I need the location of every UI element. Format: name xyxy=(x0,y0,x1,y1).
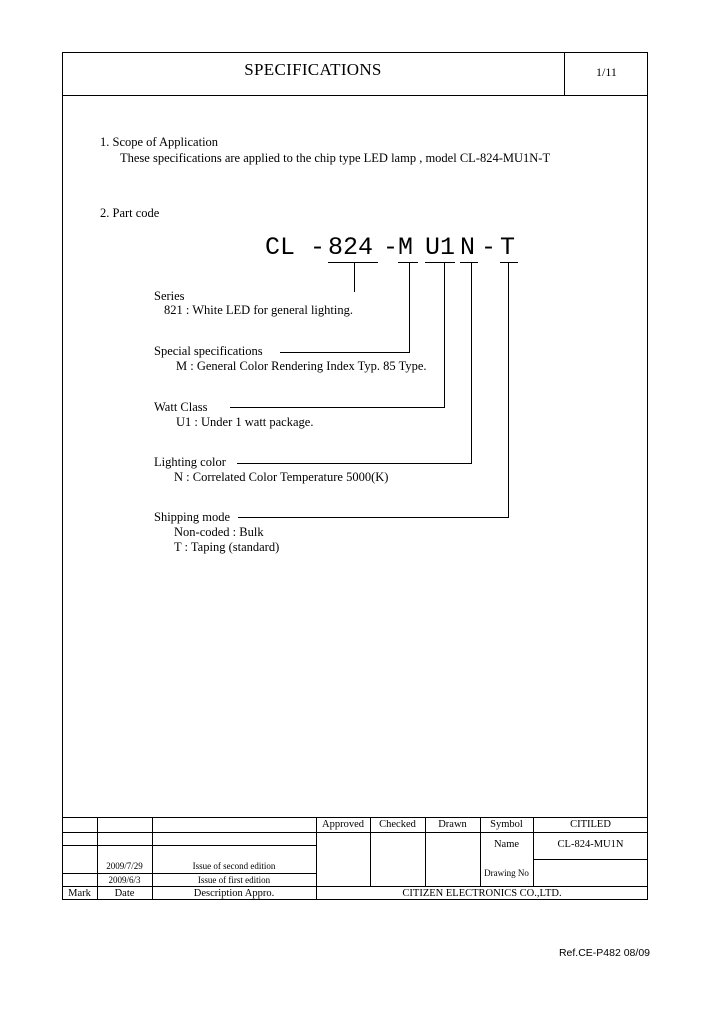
watt-leader-vertical xyxy=(444,262,445,408)
lighting-label: Lighting color xyxy=(154,455,226,469)
watt-desc: U1 : Under 1 watt package. xyxy=(176,415,314,429)
part-code-watt: U1 xyxy=(425,233,456,262)
scope-heading: 1. Scope of Application xyxy=(100,135,219,149)
part-code-shipping: T xyxy=(500,233,516,262)
lighting-underline xyxy=(460,262,478,263)
series-leader xyxy=(354,262,355,292)
watt-underline xyxy=(425,262,455,263)
rev2-desc: Issue of second edition xyxy=(192,861,276,871)
drawn-header: Drawn xyxy=(438,819,467,830)
reference-code: Ref.CE-P482 08/09 xyxy=(558,947,650,959)
lighting-desc: N : Correlated Color Temperature 5000(K) xyxy=(174,470,389,484)
description-header: Description Appro. xyxy=(193,888,275,899)
symbol-header: Symbol xyxy=(490,819,523,830)
shipping-underline xyxy=(500,262,518,263)
series-desc: 821 : White LED for general lighting. xyxy=(164,303,353,317)
series-label: Series xyxy=(154,289,185,303)
lighting-leader-horizontal xyxy=(237,463,472,464)
special-leader-horizontal xyxy=(280,352,410,353)
shipping-desc-bulk: Non-coded : Bulk xyxy=(174,525,264,539)
mark-header: Mark xyxy=(68,888,91,899)
company-name: CITIZEN ELECTRONICS CO.,LTD. xyxy=(402,888,562,899)
lighting-leader-vertical xyxy=(471,262,472,464)
watt-leader-horizontal xyxy=(230,407,445,408)
part-code-series: 824 xyxy=(328,233,374,262)
rev2-date: 2009/7/29 xyxy=(106,861,143,871)
page-number: 1/11 xyxy=(596,65,617,79)
part-code-special: M xyxy=(398,233,414,262)
part-code-dash-3: - xyxy=(481,233,497,262)
special-desc: M : General Color Rendering Index Typ. 85 Type. xyxy=(176,359,427,373)
header-divider xyxy=(62,95,648,96)
watt-label: Watt Class xyxy=(154,400,208,414)
name-label: Name xyxy=(493,839,520,850)
shipping-leader-horizontal xyxy=(238,517,509,518)
part-code-heading: 2. Part code xyxy=(100,206,160,220)
date-header: Date xyxy=(114,888,135,899)
shipping-label: Shipping mode xyxy=(154,510,231,524)
part-code-dash-2: - xyxy=(383,233,399,262)
symbol-value: CITILED xyxy=(570,819,611,830)
rev1-date: 2009/6/3 xyxy=(108,875,141,885)
drawing-no-label: Drawing No xyxy=(484,868,529,878)
checked-header: Checked xyxy=(379,819,416,830)
special-label: Special specifications xyxy=(154,344,263,358)
series-underline xyxy=(328,262,378,263)
approved-header: Approved xyxy=(322,819,364,830)
special-underline xyxy=(398,262,418,263)
part-code-cl: CL xyxy=(265,233,296,262)
special-leader-vertical xyxy=(409,262,410,353)
rev1-desc: Issue of first edition xyxy=(197,875,271,885)
shipping-desc-taping: T : Taping (standard) xyxy=(174,540,280,554)
scope-text: These specifications are applied to the chip type LED lamp , model CL-824-MU1N-T xyxy=(120,151,551,165)
name-value: CL-824-MU1N xyxy=(557,839,624,850)
shipping-leader-vertical xyxy=(508,262,509,518)
page-title: SPECIFICATIONS xyxy=(244,60,382,79)
part-code-lighting: N xyxy=(460,233,476,262)
part-code-dash-1: - xyxy=(310,233,326,262)
